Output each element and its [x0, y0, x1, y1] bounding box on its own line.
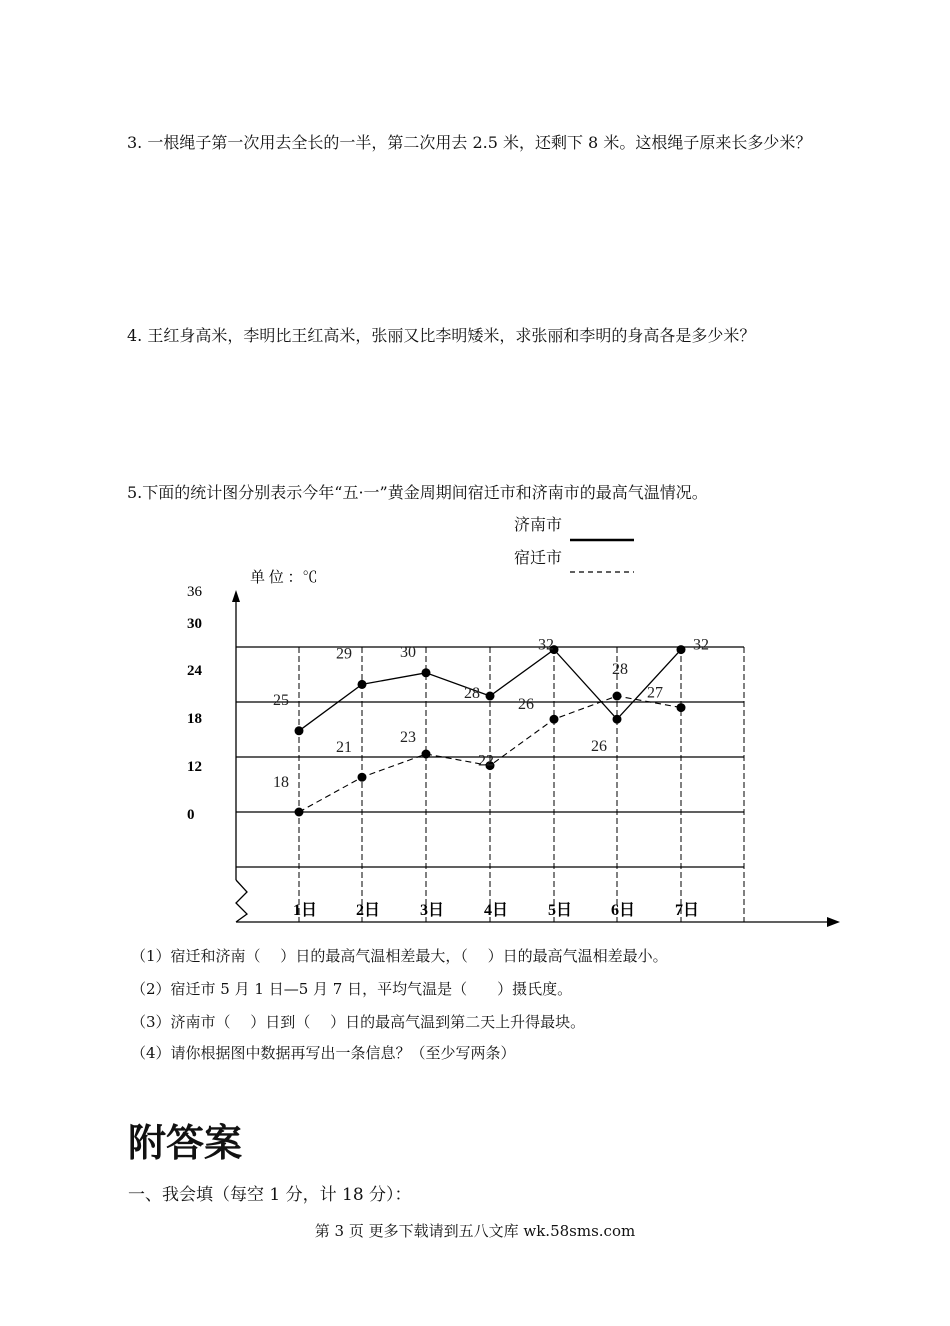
data-label: 18 [273, 774, 289, 791]
legend-jinan-label: 济南市 [514, 515, 563, 534]
y-tick-label: 18 [187, 711, 202, 727]
x-tick-label: 6日 [611, 902, 636, 919]
question-3: 3. 一根绳子第一次用去全长的一半，第二次用去 2.5 米，还剩下 8 米。这根绳子原来长多少米？ [127, 133, 812, 152]
page-footer: 第 3 页 更多下载请到五八文库 wk.58sms.com [314, 1222, 636, 1240]
y-axis-arrow [232, 590, 240, 602]
data-label: 27 [647, 684, 663, 702]
x-axis-arrow [827, 917, 840, 927]
data-point-jinan [422, 668, 431, 677]
y-tick-label: 12 [187, 759, 202, 775]
data-point-suqian [677, 703, 686, 712]
data-label: 32 [693, 636, 709, 654]
x-tick-label: 3日 [420, 902, 445, 919]
question-5: 5.下面的统计图分别表示今年“五·一”黄金周期间宿迁市和济南市的最高气温情况。 [127, 483, 708, 502]
subquestion-3: （3）济南市（ ）日到（ ）日的最高气温到第二天上升得最块。 [131, 1013, 586, 1031]
legend-suqian-label: 宿迁市 [514, 548, 563, 567]
data-point-suqian [613, 692, 622, 701]
data-point-suqian [358, 773, 367, 782]
data-label: 23 [400, 729, 416, 746]
subquestion-2: （2）宿迁市 5 月 1 日—5 月 7 日，平均气温是（ ）摄氏度。 [131, 980, 573, 998]
subquestion-4: （4）请你根据图中数据再写出一条信息？（至少写两条） [131, 1044, 516, 1062]
question-4: 4. 王红身高米，李明比王红高米，张丽又比李明矮米，求张丽和李明的身高各是多少米？ [127, 326, 756, 345]
data-label: 26 [518, 696, 534, 714]
y-tick-label: 36 [187, 584, 202, 600]
data-point-jinan [358, 680, 367, 689]
data-label: 30 [400, 643, 416, 661]
data-label: 21 [336, 739, 352, 757]
data-label: 28 [612, 661, 628, 678]
subquestion-1: （1）宿迁和济南（ ）日的最高气温相差最大，（ ）日的最高气温相差最小。 [131, 947, 668, 965]
answers-section: 一、我会填（每空 1 分，计 18 分）： [128, 1185, 412, 1205]
x-tick-label: 2日 [356, 902, 381, 919]
chart-verticals [299, 647, 744, 922]
x-tick-label: 4日 [484, 902, 509, 919]
data-label: 22 [478, 752, 494, 770]
data-point-jinan [677, 645, 686, 654]
data-label: 25 [273, 691, 289, 709]
data-point-suqian [295, 808, 304, 817]
data-label: 29 [336, 645, 352, 663]
x-tick-label: 7日 [675, 902, 700, 919]
y-tick-label: 0 [187, 807, 195, 823]
y-tick-label: 24 [187, 663, 202, 679]
y-tick-label: 30 [187, 616, 202, 632]
axis-break [236, 880, 247, 922]
data-label: 32 [538, 636, 554, 654]
data-label: 26 [591, 738, 607, 756]
x-tick-label: 1日 [293, 902, 318, 919]
x-tick-label: 5日 [548, 902, 573, 919]
data-point-jinan [613, 715, 622, 724]
data-label: 28 [464, 685, 480, 702]
data-point-suqian [550, 715, 559, 724]
y-unit-label: 单 位 ：℃ [250, 570, 318, 586]
data-point-jinan [486, 692, 495, 701]
answers-title: 附答案 [128, 1120, 243, 1165]
data-point-jinan [295, 726, 304, 735]
data-point-suqian [422, 750, 431, 759]
